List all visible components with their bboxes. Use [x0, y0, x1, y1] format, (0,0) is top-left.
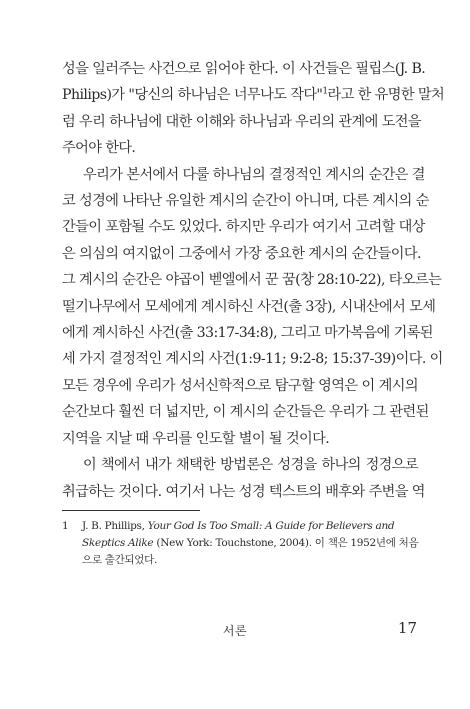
footnote-publication: (New York: Touchstone, 2004). 이 책은 1952년에 처음으로 출간되었다.	[82, 537, 419, 566]
text-line: 이 책에서 내가 채택한 방법론은 성경을 하나의 정경으로	[83, 457, 418, 474]
running-footer-title: 서론	[222, 624, 248, 638]
text-line	[62, 82, 445, 108]
text-line: 떨기나무에서 모세에게 계시하신 사건(출 3장), 시내산에서 모세	[62, 298, 436, 315]
text-line: 주어야 한다.	[62, 140, 136, 157]
text-line: 그 계시의 순간은 야곱이 벧엘에서 꾼 꿈(창 28:10-22), 타오르는	[62, 272, 442, 289]
text-line: 코 성경에 나타난 유일한 계시의 순간이 아니며, 다른 계시의 순	[62, 193, 429, 210]
footnote-book-title: Your God Is Too Small: A Guide for Believers and Skeptics Alike	[82, 520, 395, 549]
footnote-author: J. B. Phillips,	[82, 520, 148, 532]
text-line: 은 의심의 여지없이 그중에서 가장 중요한 계시의 순간들이다.	[62, 245, 421, 262]
text-line: 지역을 지날 때 우리를 인도할 별이 될 것이다.	[62, 430, 330, 447]
text-line: 성을 일러주는 사건으로 읽어야 한다. 이 사건들은 필립스(J. B.	[62, 61, 426, 77]
text-segment: Philips)가 "당신의 하나님은 너무나도 작다"	[62, 87, 323, 104]
footnote	[62, 518, 422, 569]
text-line: 세 가지 결정적인 계시의 사건(1:9-11; 9:2-8; 15:37-39)이다. 이	[62, 351, 443, 368]
paragraph-1	[62, 56, 445, 162]
footnote-divider	[62, 510, 200, 511]
text-line: 럼 우리 하나님에 대한 이해와 하나님과 우리의 관계에 도전을	[62, 113, 421, 130]
paragraph-3	[62, 452, 425, 505]
footnote-reference[interactable]: 1	[322, 86, 328, 97]
footnote-number: 1	[62, 520, 69, 532]
text-line: 간들이 포함될 수도 있었다. 하지만 우리가 여기서 고려할 대상	[62, 219, 425, 236]
footnote-text	[82, 518, 422, 569]
page-number: 17	[397, 619, 417, 637]
text-line: 에게 계시하신 사건(출 33:17-34:8), 그리고 마가복음에 기록된	[62, 325, 433, 342]
text-line: 취급하는 것이다. 여기서 나는 성경 텍스트의 배후와 주변을 역	[62, 483, 425, 500]
paragraph-2	[62, 162, 443, 452]
text-line: 순간보다 훨씬 더 넓지만, 이 계시의 순간들은 우리가 그 관련된	[62, 404, 429, 421]
text-line: 우리가 본서에서 다룰 하나님의 결정적인 계시의 순간은 결	[83, 166, 425, 183]
main-text	[62, 56, 445, 505]
text-segment: 라고 한 유명한 말처	[327, 87, 445, 104]
text-line: 모든 경우에 우리가 성서신학적으로 탐구할 영역은 이 계시의	[62, 377, 418, 394]
